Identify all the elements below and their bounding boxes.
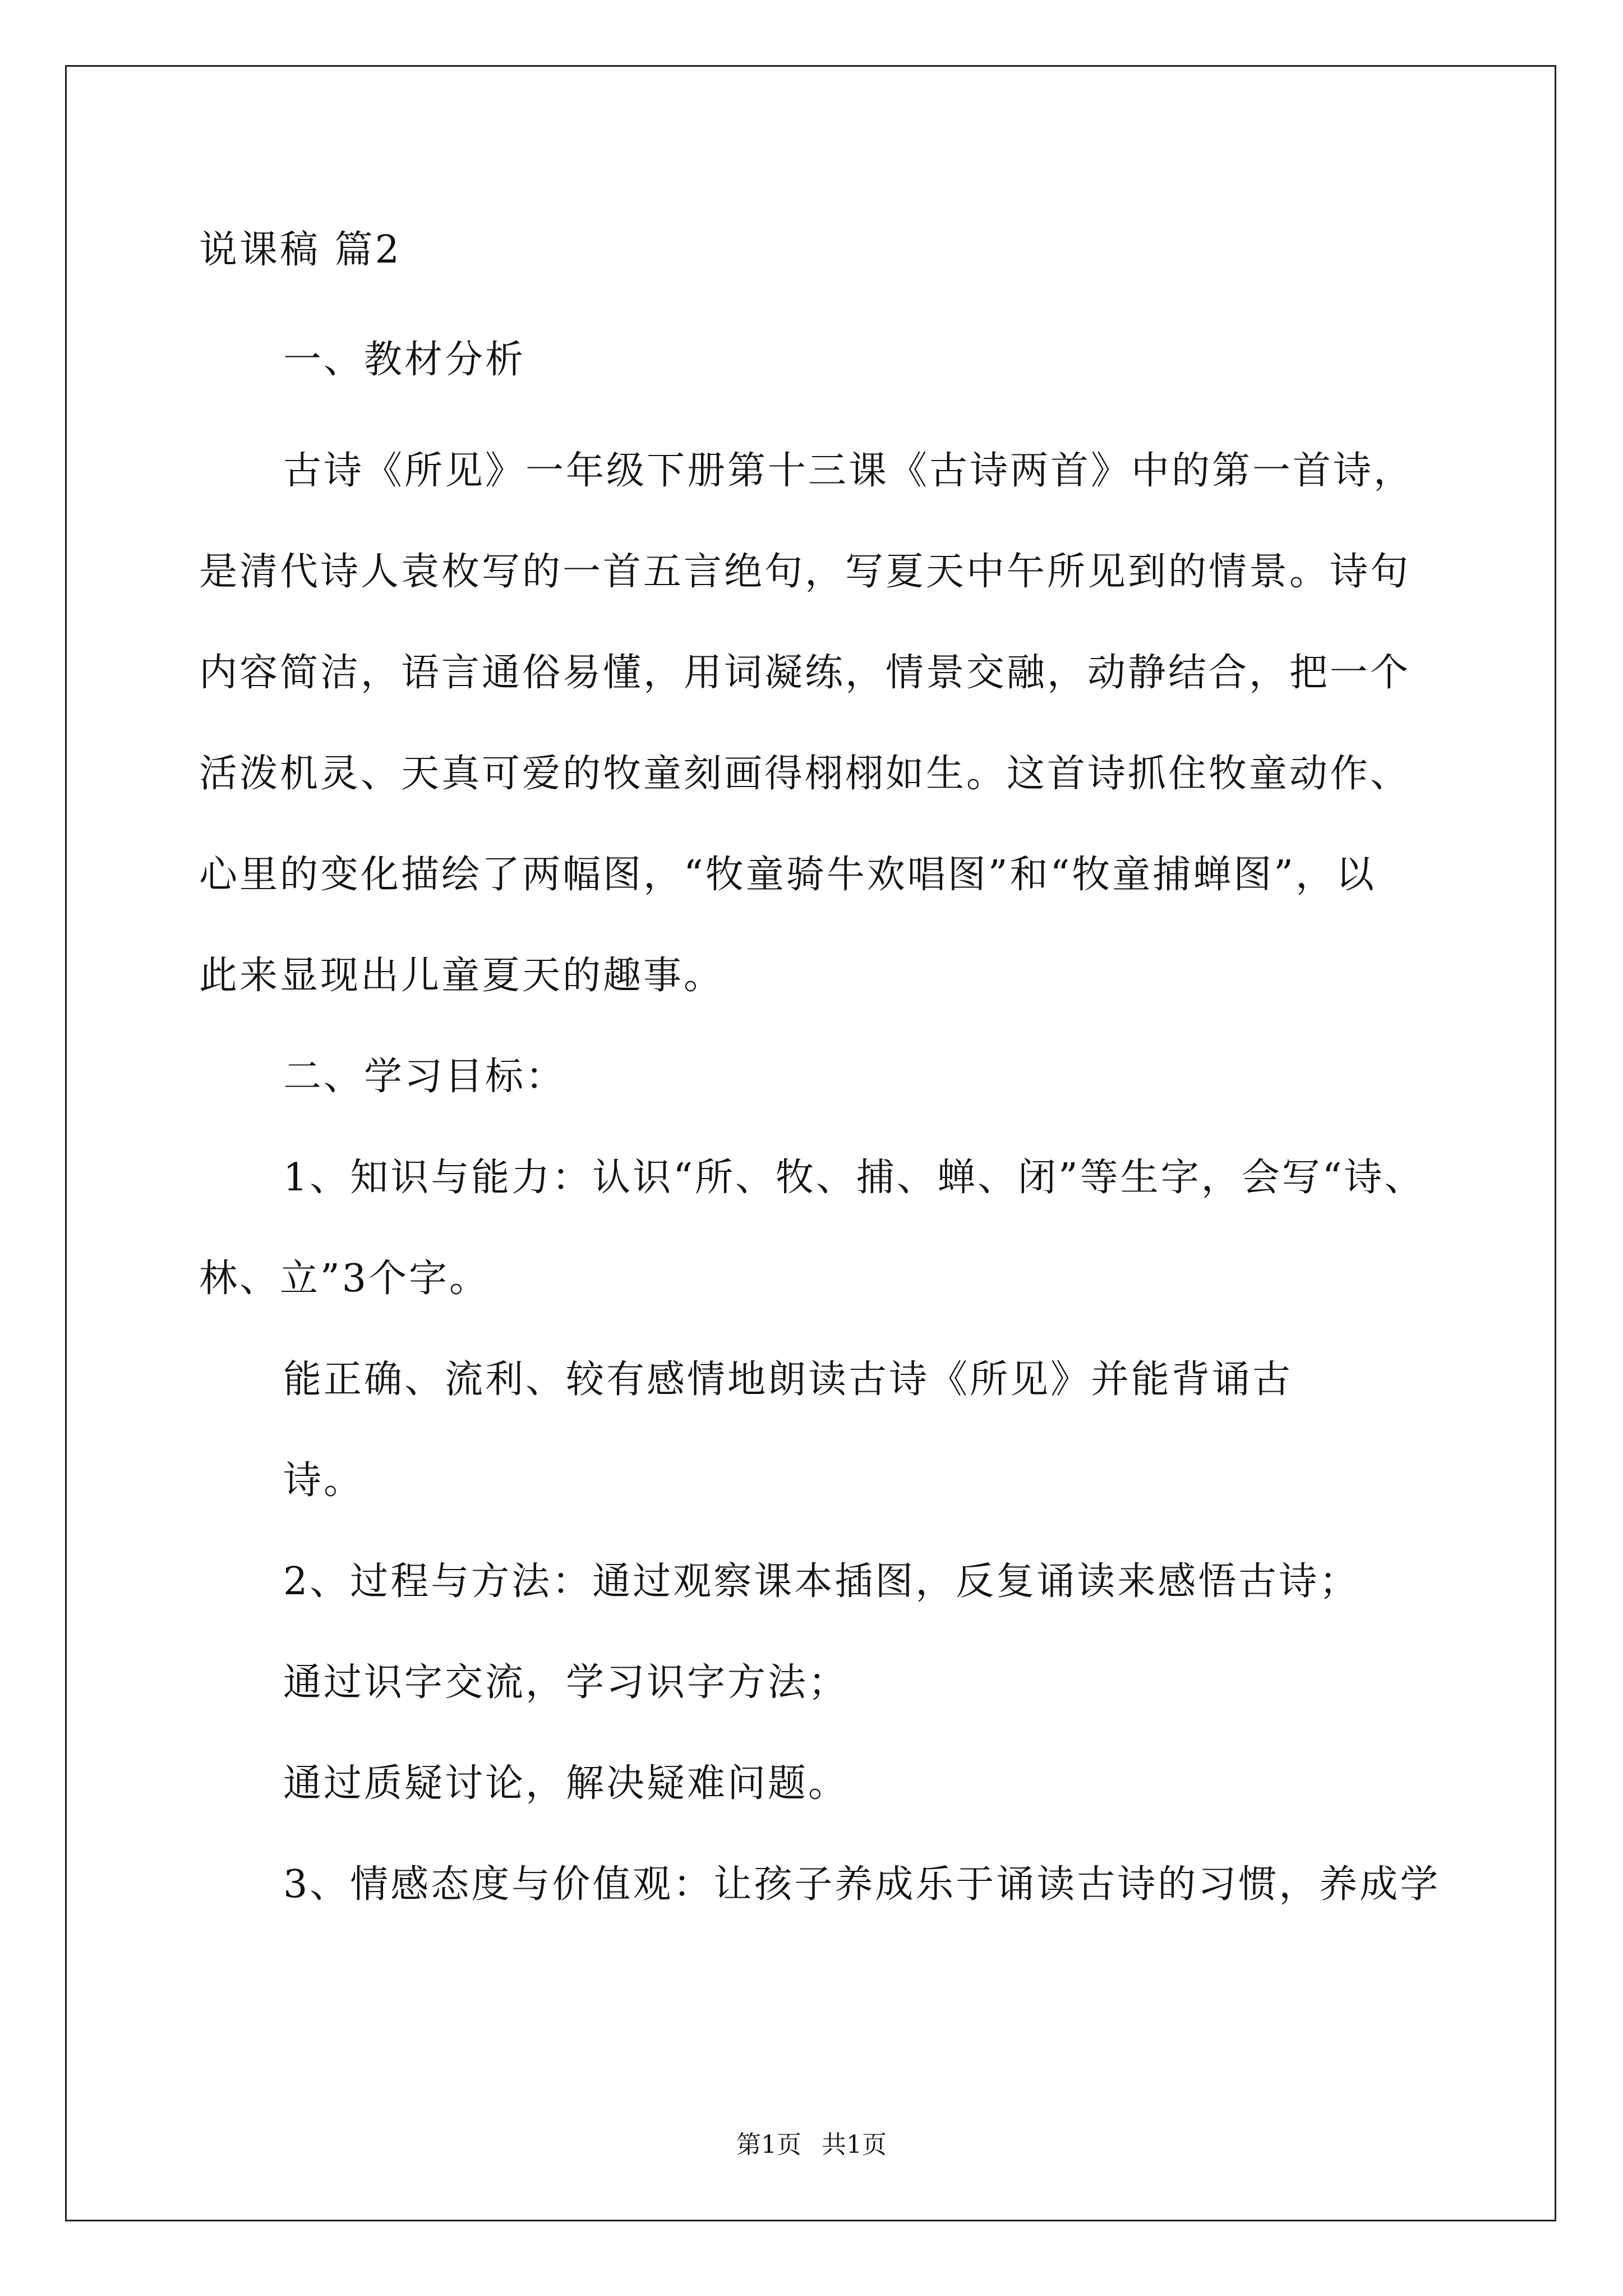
- paragraph-line: 是清代诗人袁枚写的一首五言绝句，写夏天中午所见到的情景。诗句: [199, 550, 1411, 594]
- page-footer: [0, 2133, 1623, 2157]
- paragraph-line: 诗。: [283, 1458, 365, 1503]
- paragraph-line: 活泼机灵、天真可爱的牧童刻画得栩栩如生。这首诗抓住牧童动作、: [199, 752, 1411, 796]
- document-heading: 说课稿 篇2: [199, 228, 402, 272]
- page-number: 第1页: [736, 2131, 801, 2159]
- paragraph-line: 2、过程与方法：通过观察课本插图，反复诵读来感悟古诗；: [283, 1559, 1360, 1604]
- section-title: 二、学习目标：: [283, 1055, 566, 1099]
- paragraph-line: 古诗《所见》一年级下册第十三课《古诗两首》中的第一首诗，: [283, 449, 1414, 493]
- paragraph-line: 林、立”3个字。: [199, 1257, 490, 1301]
- paragraph-line: 通过质疑讨论，解决疑难问题。: [283, 1761, 849, 1806]
- paragraph-line: 心里的变化描绘了两幅图，“牧童骑牛欢唱图”和“牧童捕蝉图”，以: [199, 853, 1377, 897]
- paragraph-line: 通过识字交流，学习识字方法；: [283, 1660, 849, 1705]
- page-total: 共1页: [822, 2131, 887, 2159]
- paragraph-line: 能正确、流利、较有感情地朗读古诗《所见》并能背诵古: [283, 1358, 1293, 1402]
- paragraph-line: 此来显现出儿童夏天的趣事。: [199, 954, 725, 998]
- paragraph-line: 内容简洁，语言通俗易懂，用词凝练，情景交融，动静结合，把一个: [199, 651, 1411, 695]
- paragraph-line: 1、知识与能力：认识“所、牧、捕、蝉、闭”等生字，会写“诗、: [283, 1156, 1425, 1200]
- paragraph-line: 3、情感态度与价值观：让孩子养成乐于诵读古诗的习惯，养成学: [283, 1862, 1441, 1907]
- section-title: 一、教材分析: [283, 338, 526, 382]
